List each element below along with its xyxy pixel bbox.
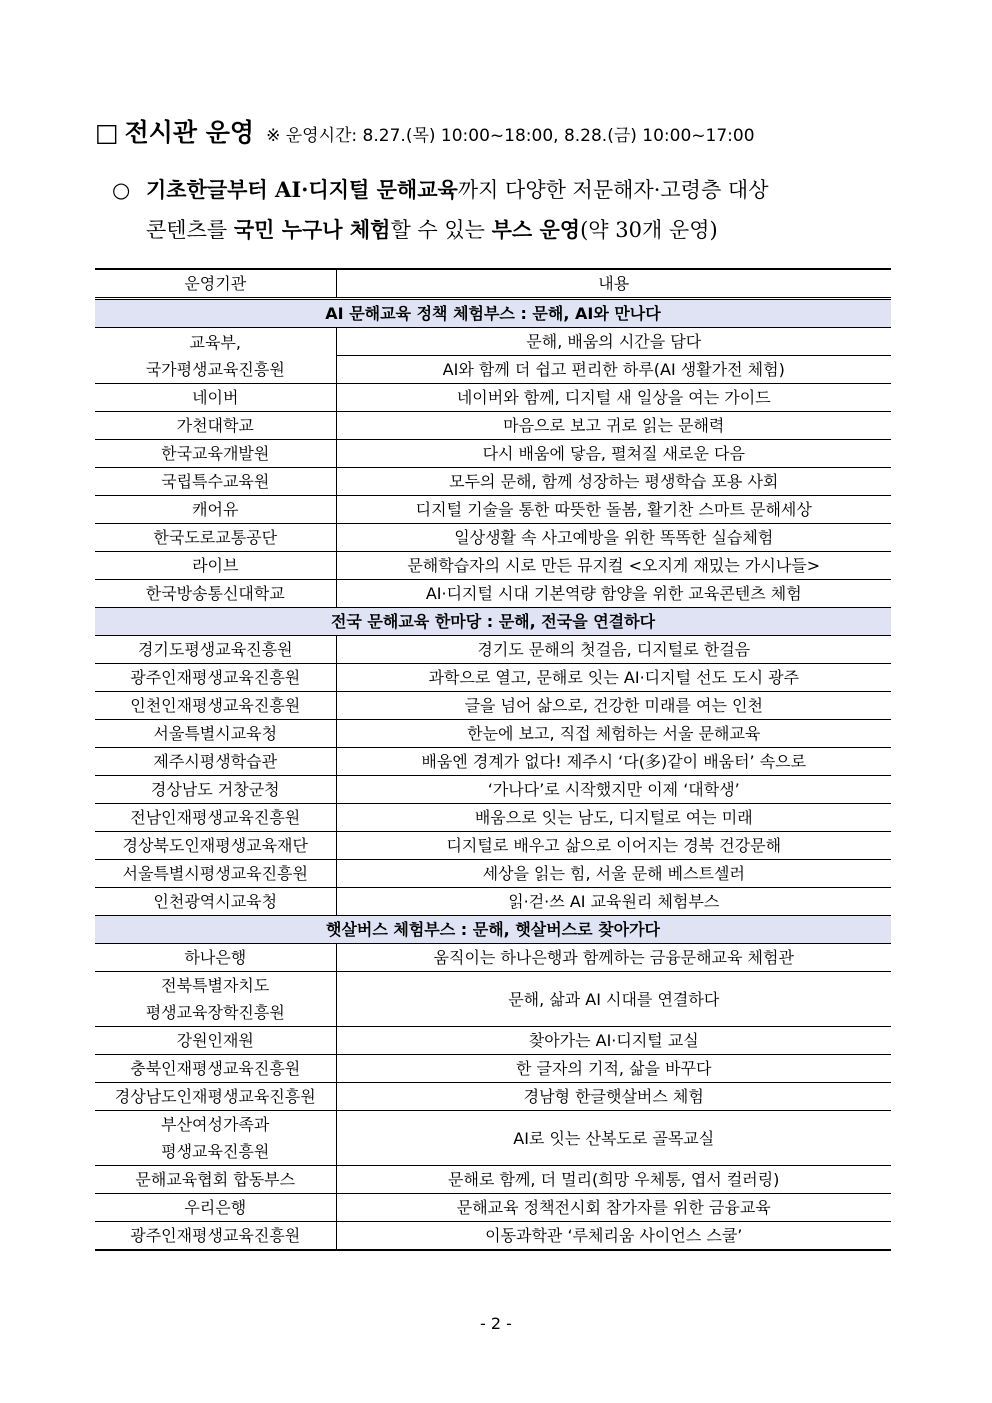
organization-cell: 우리은행 [95,1194,336,1222]
table-row [95,524,891,552]
content-cell: 문해, 삶과 AI 시대를 연결하다 [336,972,891,1027]
content-cell: 한눈에 보고, 직접 체험하는 서울 문해교육 [336,720,891,748]
organization-cell: 경상북도인재평생교육재단 [95,832,336,860]
organization-cell: 네이버 [95,384,336,412]
content-cell: 네이버와 함께, 디지털 새 일상을 여는 가이드 [336,384,891,412]
organization-cell: 인천광역시교육청 [95,888,336,916]
table-row [95,720,891,748]
content-cell: 글을 넘어 삶으로, 건강한 미래를 여는 인천 [336,692,891,720]
content-cell: 읽·걷·쓰 AI 교육원리 체험부스 [336,888,891,916]
organization-cell: 강원인재원 [95,1027,336,1055]
organization-cell: 경상남도 거창군청 [95,776,336,804]
organization-cell: 서울특별시평생교육진흥원 [95,860,336,888]
bullet-line-2 [112,210,902,250]
table-row [95,664,891,692]
page-number: - 2 - [480,1314,512,1333]
table-row [95,1194,891,1222]
content-cell: 세상을 읽는 힘, 서울 문해 베스트셀러 [336,860,891,888]
text-run: 까지 다양한 저문해자·고령층 대상 [457,178,769,202]
organization-cell: 국립특수교육원 [95,468,336,496]
section-row [95,299,891,328]
organization-cell: 교육부, 국가평생교육진흥원 [95,328,336,384]
table-row [95,776,891,804]
bullet-line-1 [112,170,902,210]
organization-cell: 전남인재평생교육진흥원 [95,804,336,832]
table-row [95,1083,891,1111]
content-cell: 마음으로 보고 귀로 읽는 문해력 [336,412,891,440]
table-row [95,888,891,916]
column-header-organization: 운영기관 [95,269,336,299]
table-row [95,1166,891,1194]
table-header-row [95,269,891,299]
content-cell: 찾아가는 AI·디지털 교실 [336,1027,891,1055]
organization-cell: 인천인재평생교육진흥원 [95,692,336,720]
content-cell: 이동과학관 ‘루체리움 사이언스 스쿨’ [336,1222,891,1251]
table-row [95,972,891,1027]
table-row [95,328,891,356]
content-cell: 경남형 한글햇살버스 체험 [336,1083,891,1111]
section-heading [95,113,755,149]
content-cell: 모두의 문해, 함께 성장하는 평생학습 포용 사회 [336,468,891,496]
organization-cell: 하나은행 [95,944,336,972]
bullet-line-1-text [146,178,769,202]
content-cell: AI와 함께 더 쉽고 편리한 하루(AI 생활가전 체험) [336,356,891,384]
content-cell: 문해, 배움의 시간을 담다 [336,328,891,356]
organization-cell: 광주인재평생교육진흥원 [95,1222,336,1251]
table-row [95,1111,891,1166]
organization-cell: 경상남도인재평생교육진흥원 [95,1083,336,1111]
section-title-cell: 햇살버스 체험부스 : 문해, 햇살버스로 찾아가다 [95,916,891,944]
text-run: 콘텐츠를 [146,218,234,242]
text-run: 부스 운영 [491,217,581,242]
section-title-cell: AI 문해교육 정책 체험부스 : 문해, AI와 만나다 [95,299,891,328]
organization-cell: 캐어유 [95,496,336,524]
content-cell: 경기도 문해의 첫걸음, 디지털로 한걸음 [336,636,891,664]
table-row [95,1027,891,1055]
organization-cell: 광주인재평생교육진흥원 [95,664,336,692]
circle-bullet-icon: ○ [112,178,131,202]
organization-cell: 한국도로교통공단 [95,524,336,552]
organization-cell: 전북특별자치도 평생교육장학진흥원 [95,972,336,1027]
content-cell: 문해학습자의 시로 만든 뮤지컬 <오지게 재밌는 가시나들> [336,552,891,580]
column-header-content: 내용 [336,269,891,299]
organization-cell: 충북인재평생교육진흥원 [95,1055,336,1083]
table-row [95,944,891,972]
content-cell: 한 글자의 기적, 삶을 바꾸다 [336,1055,891,1083]
operating-hours-note: ※ 운영시간: 8.27.(목) 10:00~18:00, 8.28.(금) 10:00~17:00 [266,126,755,146]
section-title-cell: 전국 문해교육 한마당 : 문해, 전국을 연결하다 [95,608,891,636]
organization-cell: 한국교육개발원 [95,440,336,468]
table-row [95,496,891,524]
table-row [95,636,891,664]
content-cell: ‘가나다’로 시작했지만 이제 ‘대학생’ [336,776,891,804]
content-cell: 문해로 함께, 더 멀리(희망 우체통, 엽서 컬러링) [336,1166,891,1194]
organization-cell: 제주시평생학습관 [95,748,336,776]
section-row [95,608,891,636]
table-row [95,832,891,860]
content-cell: 과학으로 열고, 문해로 잇는 AI·디지털 선도 도시 광주 [336,664,891,692]
table-row [95,412,891,440]
content-cell: 움직이는 하나은행과 함께하는 금융문해교육 체험관 [336,944,891,972]
section-row [95,916,891,944]
content-cell: 일상생활 속 사고예방을 위한 똑똑한 실습체험 [336,524,891,552]
content-cell: 배움엔 경계가 없다! 제주시 ‘다(多)같이 배움터’ 속으로 [336,748,891,776]
text-run: (약 30개 운영) [580,218,718,242]
organization-cell: 서울특별시교육청 [95,720,336,748]
organization-cell: 경기도평생교육진흥원 [95,636,336,664]
table-row [95,692,891,720]
organization-cell: 라이브 [95,552,336,580]
table-row [95,804,891,832]
booth-table [95,268,891,1251]
table-row [95,552,891,580]
text-run: 국민 누구나 체험 [233,217,391,242]
content-cell: AI로 잇는 산복도로 골목교실 [336,1111,891,1166]
content-cell: 문해교육 정책전시회 참가자를 위한 금융교육 [336,1194,891,1222]
content-cell: 배움으로 잇는 남도, 디지털로 여는 미래 [336,804,891,832]
table-row [95,384,891,412]
booth-table-body [95,299,891,1251]
text-run: 기초한글부터 AI·디지털 문해교육 [146,177,458,202]
content-cell: 디지털 기술을 통한 따뜻한 돌봄, 활기찬 스마트 문해세상 [336,496,891,524]
organization-cell: 부산여성가족과 평생교육진흥원 [95,1111,336,1166]
bullet-line-2-text [146,218,718,242]
text-run: 할 수 있는 [390,218,492,242]
table-row [95,860,891,888]
checkbox-square-icon: □ [95,118,119,147]
table-row [95,748,891,776]
organization-cell: 문해교육협회 합동부스 [95,1166,336,1194]
section-title: 전시관 운영 [124,118,255,147]
table-row [95,1055,891,1083]
content-cell: AI·디지털 시대 기본역량 함양을 위한 교육콘텐츠 체험 [336,580,891,608]
bullet-paragraph [112,170,902,250]
table-row [95,1222,891,1251]
content-cell: 다시 배움에 닿음, 펼쳐질 새로운 다음 [336,440,891,468]
organization-cell: 한국방송통신대학교 [95,580,336,608]
organization-cell: 가천대학교 [95,412,336,440]
table-row [95,468,891,496]
content-cell: 디지털로 배우고 삶으로 이어지는 경북 건강문해 [336,832,891,860]
table-row [95,580,891,608]
table-row [95,440,891,468]
